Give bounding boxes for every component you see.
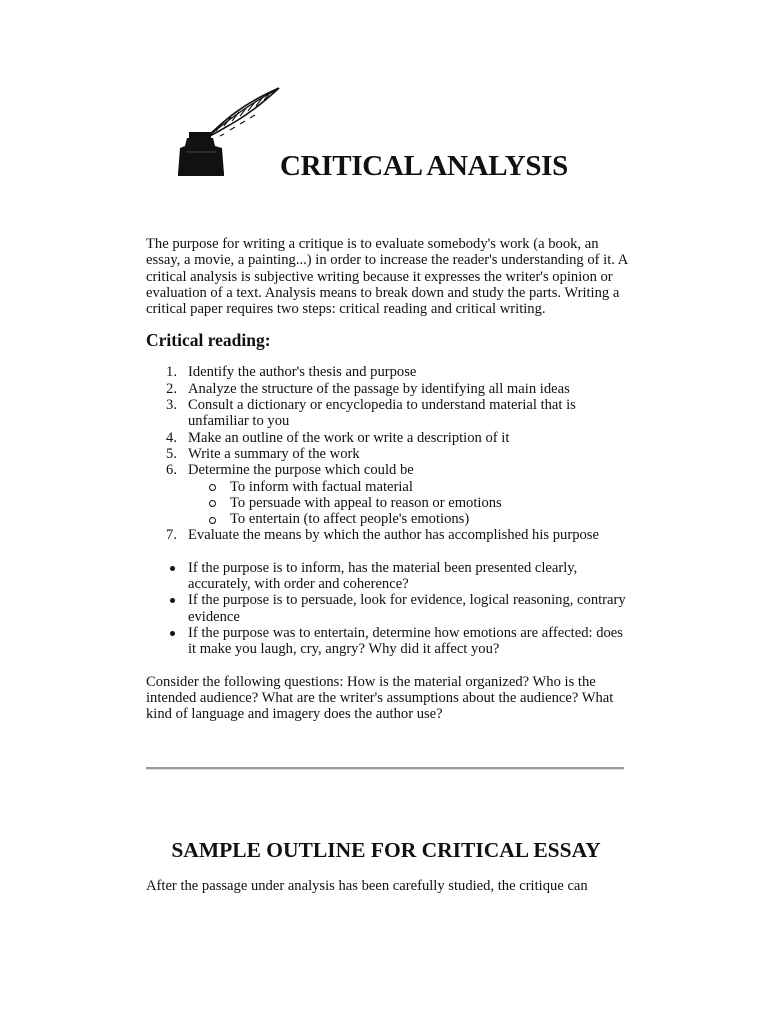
horizontal-divider [146, 767, 624, 770]
page-title: CRITICAL ANALYSIS [280, 150, 568, 182]
list-item: If the purpose is to inform, has the material been presented clearly, accurately, with order and coherence? [146, 560, 630, 593]
list-item: If the purpose was to entertain, determine how emotions are affected: does it make you laugh, cry, angry? Why did it affect you? [146, 625, 630, 658]
circle-bullet-icon [209, 500, 216, 507]
evaluation-checklist [146, 560, 630, 658]
outline-heading: SAMPLE OUTLINE FOR CRITICAL ESSAY [171, 838, 601, 862]
main-content [146, 236, 630, 722]
bullet-icon [170, 631, 175, 636]
sublist-item: To persuade with appeal to reason or emotions [188, 495, 630, 511]
list-item: If the purpose is to persuade, look for evidence, logical reasoning, contrary evidence [146, 592, 630, 625]
list-item: 7. Evaluate the means by which the author has accomplished his purpose [166, 527, 599, 544]
sublist-item: To inform with factual material [188, 479, 630, 495]
inkwell-quill-icon [176, 86, 282, 178]
critical-reading-heading: Critical reading: [146, 330, 271, 351]
list-item: 1. Identify the author's thesis and purpose [166, 364, 417, 381]
purpose-sublist [188, 479, 630, 528]
closing-paragraph: Consider the following questions: How is the material organized? Who is the intended audience? What are the writer's assumptions about the audience? What kind of language and imagery does the author use? [146, 673, 614, 723]
sublist-item: To entertain (to affect people's emotions) [188, 511, 630, 527]
list-item: 2. Analyze the structure of the passage by identifying all main ideas [166, 380, 570, 397]
critical-reading-steps [146, 364, 630, 543]
list-item: 4. Make an outline of the work or write a description of it [166, 429, 510, 446]
circle-bullet-icon [209, 484, 216, 491]
bullet-icon [170, 598, 175, 603]
bullet-icon [170, 566, 175, 571]
list-item: 3. Consult a dictionary or encyclopedia to understand material that is unfamiliar to you [166, 397, 576, 430]
circle-bullet-icon [209, 517, 216, 524]
outline-paragraph: After the passage under analysis has been carefully studied, the critique can [146, 878, 588, 894]
intro-paragraph: The purpose for writing a critique is to evaluate somebody's work (a book, an essay, a movie, a painting...) in order to increase the reader's understanding of it. A critical analysis is subjective writing because it expresses the writer's opinion or evaluation of a text. Analysis means to break down and study the parts. Writing a critical paper requires two steps: critical reading and critical writing. [146, 236, 628, 318]
list-item: 5. Write a summary of the work [166, 445, 360, 462]
list-item: 6. Determine the purpose which could be To inform with factual material To persuade with appeal to reason or emotions To entertain (to affect people's emotions) [146, 462, 630, 527]
